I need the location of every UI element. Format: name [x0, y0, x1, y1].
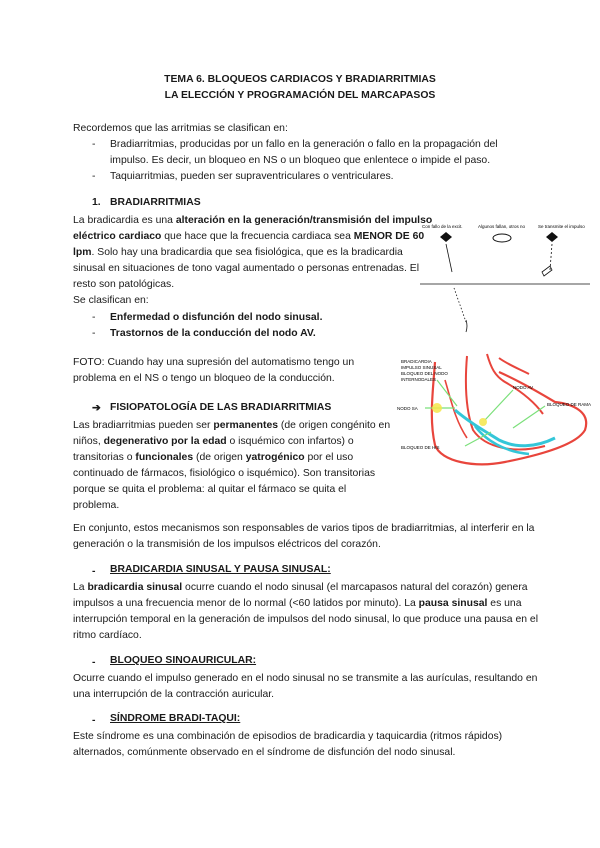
figure1-label: Algunos fallan, otros no [478, 224, 526, 229]
sinus-line-1 [73, 580, 528, 596]
figure2-label: NODO SA [397, 406, 418, 411]
sinus-line-3: interrupción temporal en la generación de impulsos del nodo sinusal, lo que produce una pausa en el [73, 614, 539, 625]
text-run-bold: permanentes [213, 420, 279, 431]
arrow-icon: ➔ [92, 403, 101, 414]
text-run: . Solo hay una bradicardia que sea fisiológica, que es la bradicardia [91, 247, 403, 258]
section-heading-bradiarritmias: BRADIARRITMIAS [110, 197, 201, 208]
text-run: La [73, 582, 88, 593]
brady-tachy-heading: SÍNDROME BRADI-TAQUI: [110, 713, 241, 724]
figure1-label: Con fallo de la excit. [422, 224, 463, 229]
his-bundle-path [455, 410, 555, 446]
text-run-bold: alteración en la generación/transmisión del impulso [175, 215, 433, 226]
physio-line-6: problema. [73, 500, 120, 511]
figure2-label: BLOQUEO DE HIS [401, 445, 440, 450]
av-node-marker [479, 418, 487, 426]
text-run: por el uso [304, 452, 354, 463]
text-run: ocurre cuando el nodo sinusal (el marcapasos natural del corazón) genera [182, 582, 528, 593]
sinus-heading: BRADICARDIA SINUSAL Y PAUSA SINUSAL: [110, 564, 331, 575]
type-nodo-sinusal: Enfermedad o disfunción del nodo sinusal. [110, 312, 323, 323]
figure2-label: IMPULSO SINUSAL [401, 365, 442, 370]
conduction-end [466, 320, 467, 332]
bullet-marker: - [92, 715, 96, 726]
bullet-marker: - [92, 566, 96, 577]
sinus-line-2 [73, 596, 522, 612]
bullet-marker: - [92, 328, 96, 339]
text-run: (de origen congénito en [278, 420, 391, 431]
heart-conduction-figure [395, 350, 595, 470]
cell-outline-icon [493, 234, 511, 242]
sa-block-heading: BLOQUEO SINOAURICULAR: [110, 655, 257, 666]
doc-title-line1: TEMA 6. BLOQUEOS CARDIACOS Y BRADIARRITMIAS [164, 74, 436, 85]
para-definition-2 [73, 229, 424, 245]
figure2-label: NODO AV [513, 385, 534, 390]
para-definition-3 [73, 245, 403, 261]
spring-icon [542, 266, 552, 276]
text-run: Las bradiarritmias pueden ser [73, 420, 214, 431]
intro-item-taquiarritmias: Taquiarritmias, pueden ser supraventriculares o ventriculares. [110, 171, 394, 182]
brady-tachy-line-2: alternados, comúnmente observado en el síndrome de disfunción del nodo sinusal. [73, 747, 456, 758]
heart-vessel-line [499, 358, 529, 374]
physio-line-1 [73, 418, 390, 434]
intro-lead: Recordemos que las arritmias se clasifican en: [73, 123, 288, 134]
figure1-label: Se transmite el impulso [538, 224, 585, 229]
text-run: transitorias o [73, 452, 136, 463]
para-definition-1 [73, 213, 432, 229]
text-run-bold: eléctrico cardiaco [73, 231, 162, 242]
intro-item-bradiarritmias-cont: impulso. Es decir, un bloqueo en NS o un bloqueo que enlentece o impide el paso. [110, 155, 491, 166]
figure2-label: BRADICARDIA [401, 359, 432, 364]
text-run-bold: funcionales [135, 452, 194, 463]
sa-block-line-1: Ocurre cuando el impulso generado en el nodo sinusal no se transmite a las aurículas, resultando en [73, 673, 538, 684]
figure2-label: BLOQUEO DEL NODO [401, 371, 448, 376]
text-run: es una [487, 598, 522, 609]
type-nodo-av: Trastornos de la conducción del nodo AV. [110, 328, 316, 339]
sa-block-line-2: una interrupción de la contracción auricular. [73, 689, 275, 700]
section-number: 1. [92, 197, 101, 208]
summary-line-1: En conjunto, estos mecanismos son responsables de varios tipos de bradiarritmias, al interferir en la [73, 523, 535, 534]
figure2-label: INTERNODALES [401, 377, 437, 382]
text-run: (de origen [193, 452, 246, 463]
physio-line-4: continuado de fármacos, fisiológico o isquémico). Son transitorias [73, 468, 376, 479]
intro-item-bradiarritmias: Bradiarritmias, producidas por un fallo en la generación o fallo en la propagación del [110, 139, 498, 150]
text-run: que hace que la frecuencia cardiaca sea [161, 231, 354, 242]
annotation-line [437, 380, 457, 406]
conduction-sketch-figure [420, 222, 590, 337]
text-run-bold: bradicardia sinusal [87, 582, 183, 593]
text-run: o isquémico con infartos) o [226, 436, 354, 447]
text-run-bold: degenerativo por la edad [103, 436, 227, 447]
heart-chamber-line [487, 354, 543, 414]
foto-note-2: problema en el NS o tengo un bloqueo de la conducción. [73, 373, 335, 384]
physio-line-5: porque se quita el problema: al quitar el fármaco se quita el [73, 484, 347, 495]
para-definition-5: resto son patológicas. [73, 279, 175, 290]
classify-lead: Se clasifican en: [73, 295, 149, 306]
doc-title-line2: LA ELECCIÓN Y PROGRAMACIÓN DEL MARCAPASOS [164, 90, 436, 101]
text-run-bold: MENOR DE 60 [353, 231, 425, 242]
figure2-label: BLOQUEO DE RAMA [547, 402, 592, 407]
annotation-line [485, 390, 513, 420]
text-run-bold: yatrogénico [245, 452, 305, 463]
bullet-marker: - [92, 139, 96, 150]
text-run: impulsos a una frecuencia menor de lo normal (<60 latidos por minuto). La [73, 598, 419, 609]
annotation-line [513, 406, 545, 428]
physio-line-3 [73, 450, 353, 466]
text-run-bold: lpm [73, 247, 92, 258]
text-run: La bradicardia es una [73, 215, 176, 226]
foto-note-1: FOTO: Cuando hay una supresión del automatismo tengo un [73, 357, 355, 368]
cell-burst-icon [440, 232, 452, 242]
bullet-marker: - [92, 312, 96, 323]
cell-burst-icon [546, 232, 558, 242]
para-definition-4: sinusal en situaciones de tono vagal aumentado o personas entrenadas. El [73, 263, 420, 274]
brady-tachy-line-1: Este síndrome es una combinación de episodios de bradicardia y taquicardia (ritmos rápidos) [73, 731, 503, 742]
text-run-bold: pausa sinusal [418, 598, 488, 609]
conduction-line [446, 244, 452, 272]
sa-node-marker [432, 403, 442, 413]
text-run: niños, [73, 436, 104, 447]
physio-line-2 [73, 434, 354, 450]
sinus-line-4: ritmo cardíaco. [73, 630, 142, 641]
physio-heading: FISIOPATOLOGÍA DE LAS BRADIARRITMIAS [110, 402, 332, 413]
conduction-line [454, 288, 466, 322]
summary-line-2: generación o la transmisión de los impulsos eléctricos del corazón. [73, 539, 381, 550]
bullet-marker: - [92, 657, 96, 668]
bullet-marker: - [92, 171, 96, 182]
